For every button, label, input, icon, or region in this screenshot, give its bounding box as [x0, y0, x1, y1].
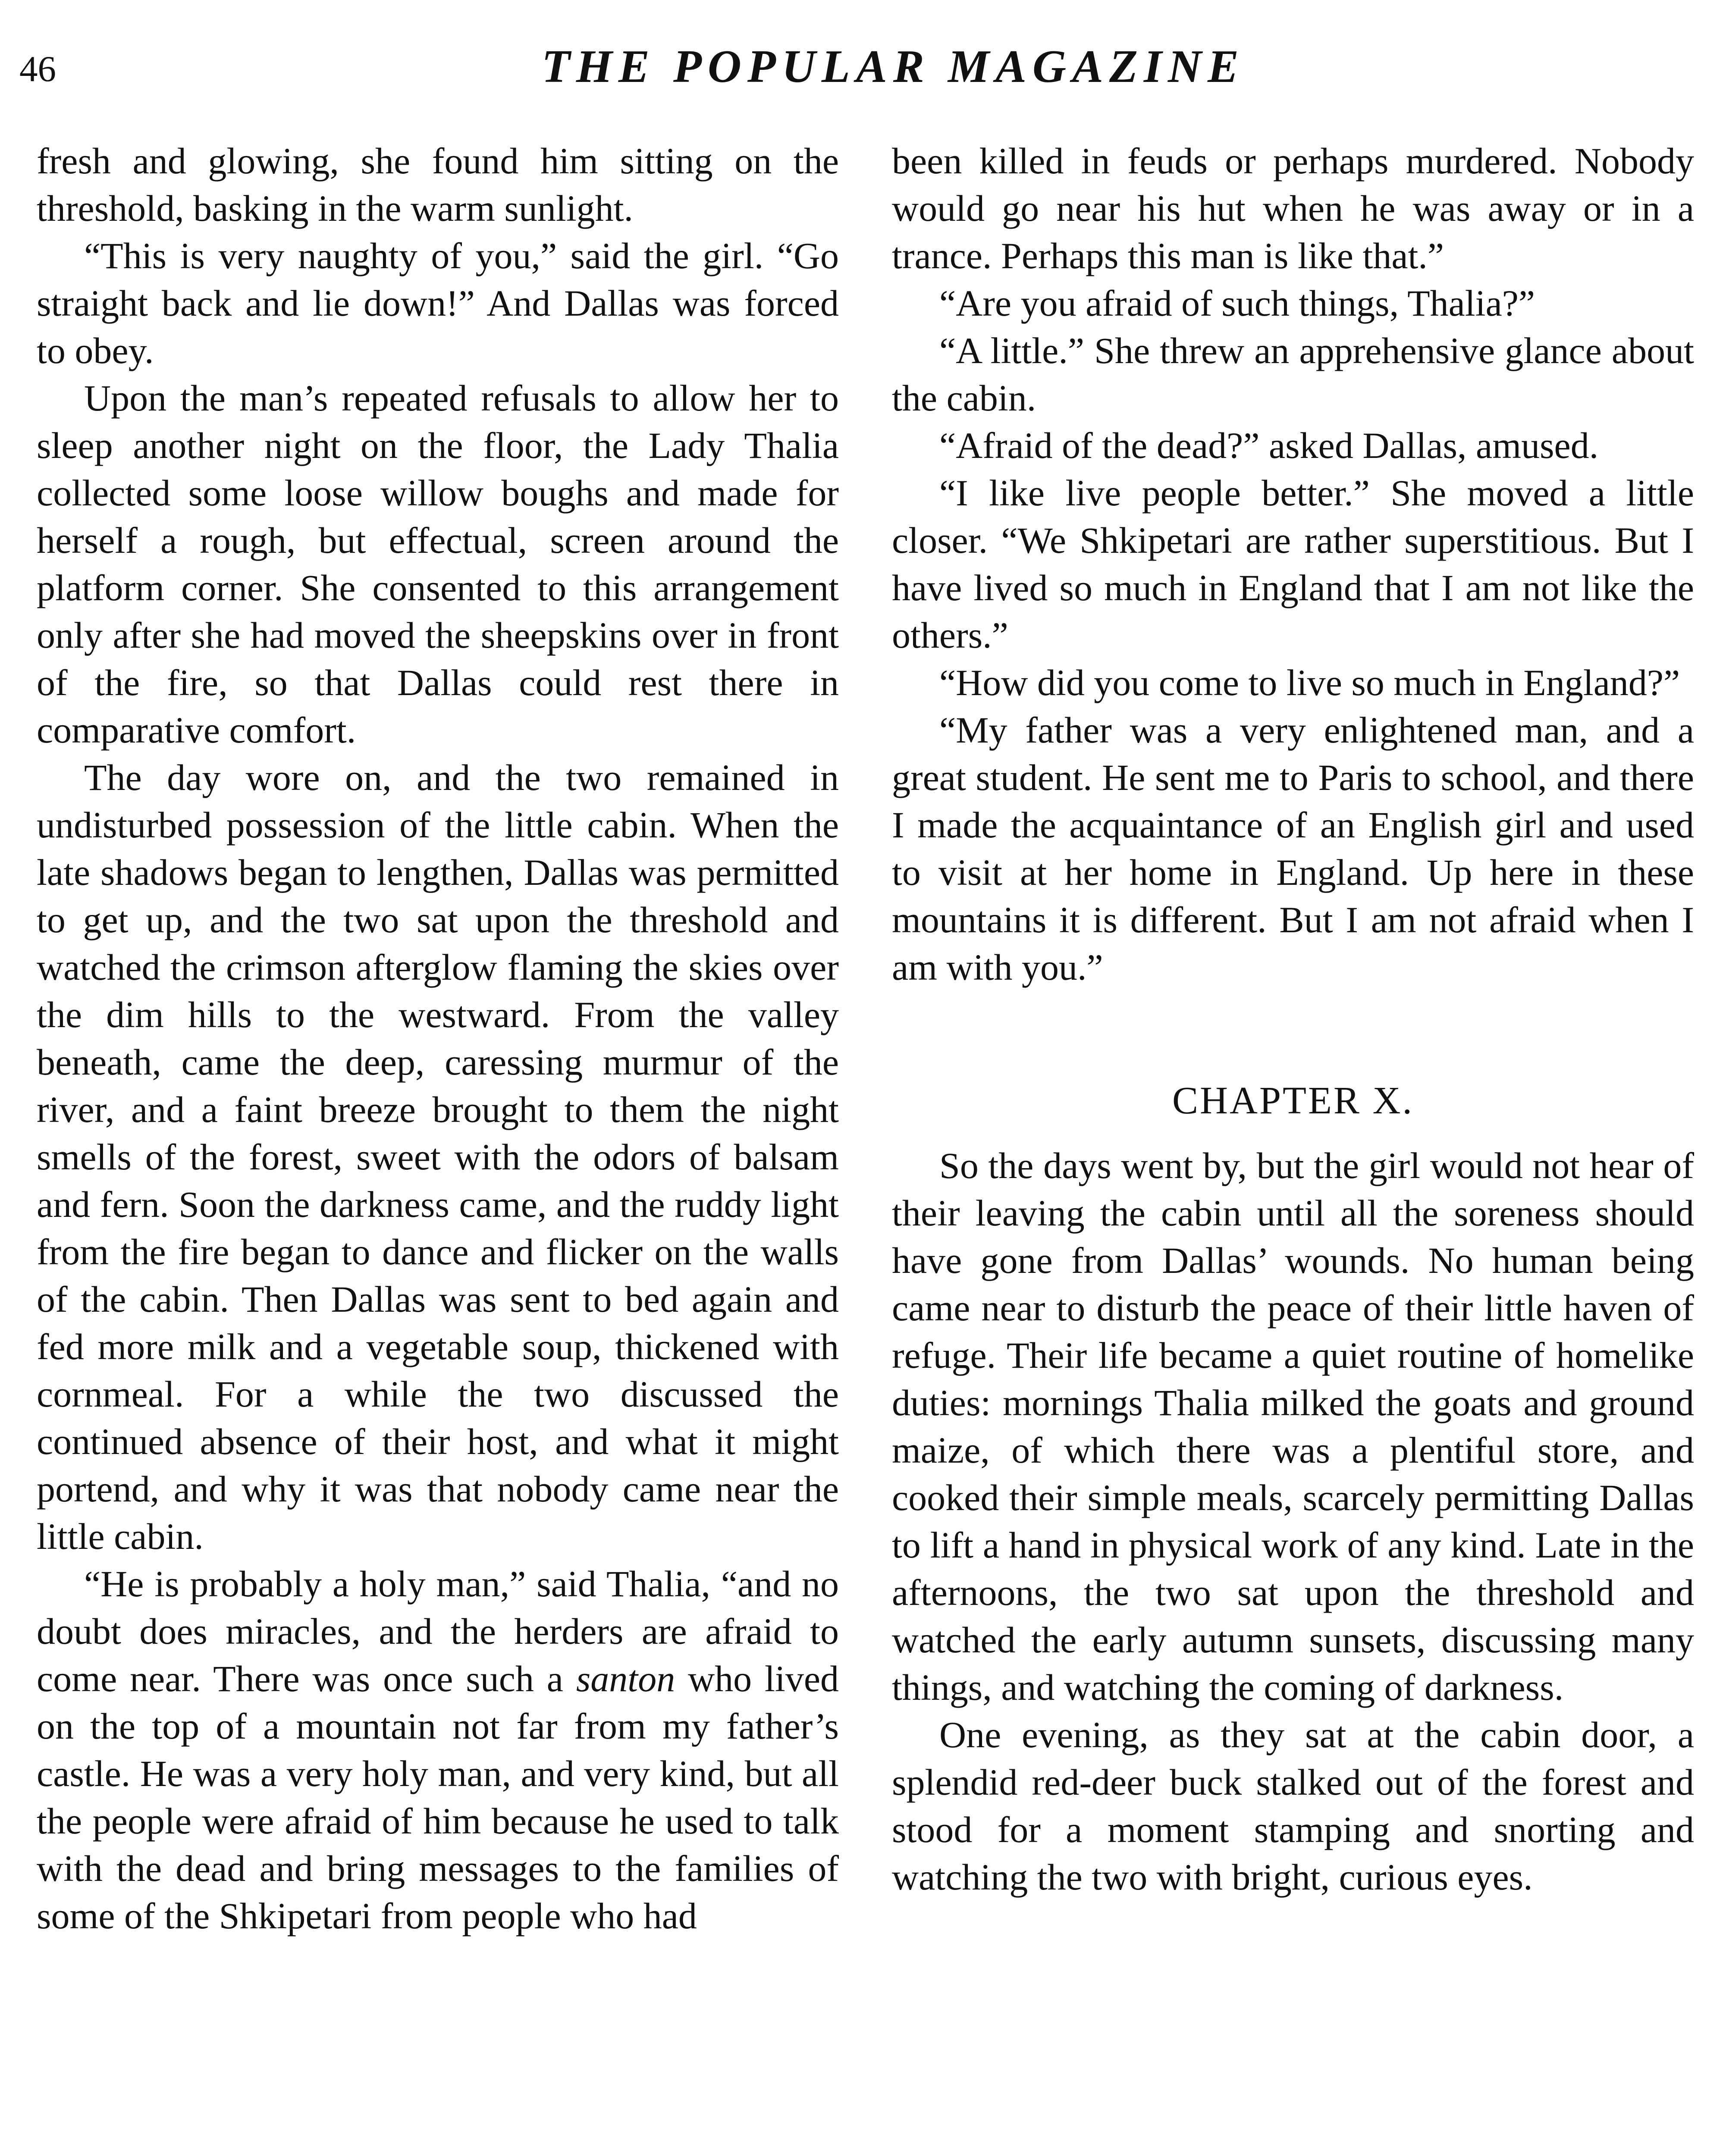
paragraph: “Afraid of the dead?” asked Dallas, amused.: [939, 425, 1599, 466]
paragraph: So the days went by, but the girl would not hear of their leaving the cabin until all the soreness should have gone from Dallas’ wounds. No human being came near to disturb the peace of their little haven of refuge. Their life became a quiet routine of homelike duties: mornings Thalia milked the goats and ground maize, of which there was a plentiful store, and cooked their simple meals, scarcely permitting Dallas to lift a hand in physical work of any kind. Late in the afternoons, the two sat upon the threshold and watched the early autumn sunsets, discussing many things, and watching the coming of darkness.: [892, 1145, 1694, 1708]
paragraph: The day wore on, and the two remained in undisturbed possession of the little cabin. When the late shadows began to lengthen, Dallas was permitted to get up, and the two sat upon the threshold and watched the crimson afterglow flaming the skies over the dim hills to the westward. From the valley beneath, came the deep, caressing murmur of the river, and a faint breeze brought to them the night smells of the forest, sweet with the odors of balsam and fern. Soon the darkness came, and the ruddy light from the fire began to dance and flicker on the walls of the cabin. Then Dallas was sent to bed again and fed more milk and a vegetable soup, thickened with cornmeal. For a while the two discussed the continued absence of their host, and what it might portend, and why it was that nobody came near the little cabin.: [37, 757, 839, 1557]
chapter-heading: CHAPTER X.: [1172, 1079, 1414, 1122]
left-column: [37, 137, 839, 1940]
paragraph: One evening, as they sat at the cabin door, a splendid red-deer buck stalked out of the forest and stood for a moment stamping and snorting and watching the two with bright, curious eyes.: [892, 1714, 1694, 1898]
paragraph-text: who lived on the top of a mountain not far from my father’s castle. He was a very holy man, and very kind, but all the people were afraid of him because he used to talk with the dead and bring messages to the families of some of the Shkipetari from people who had: [37, 1658, 839, 1937]
page-number: 46: [19, 49, 56, 89]
magazine-title: THE POPULAR MAGAZINE: [541, 41, 1245, 92]
right-column: [892, 137, 1694, 1901]
paragraph: “This is very naughty of you,” said the girl. “Go straight back and lie down!” And Dallas was forced to obey.: [37, 235, 839, 371]
paragraph: been killed in feuds or perhaps murdered. Nobody would go near his hut when he was away or in a trance. Perhaps this man is like that.”: [892, 140, 1694, 276]
paragraph: “My father was a very enlightened man, and a great student. He sent me to Paris to school, and there I made the acquaintance of an English girl and used to visit at her home in England. Up here in these mountains it is different. But I am not afraid when I am with you.”: [892, 709, 1694, 988]
paragraph: Upon the man’s repeated refusals to allow her to sleep another night on the floor, the Lady Thalia collected some loose willow boughs and made for herself a rough, but effectual, screen around the platform corner. She consented to this arrangement only after she had moved the sheepskins over in front of the fire, so that Dallas could rest there in comparative comfort.: [37, 377, 839, 751]
paragraph: “How did you come to live so much in England?”: [939, 662, 1680, 703]
paragraph-text: “He is probably a holy man,” said Thalia, “and no doubt does miracles, and the herders are afraid to come near. There was once such a: [37, 1563, 839, 1699]
italic-word: santon: [576, 1658, 675, 1699]
running-head: [0, 0, 1726, 129]
paragraph: fresh and glowing, she found him sitting on the threshold, basking in the warm sunlight.: [37, 140, 839, 229]
paragraph: “I like live people better.” She moved a little closer. “We Shkipetari are rather superstitious. But I have lived so much in England that I am not like the others.”: [892, 472, 1694, 656]
paragraph: [37, 1560, 839, 1940]
paragraph: “Are you afraid of such things, Thalia?”: [939, 282, 1535, 324]
paragraph: “A little.” She threw an apprehensive glance about the cabin.: [892, 330, 1694, 419]
